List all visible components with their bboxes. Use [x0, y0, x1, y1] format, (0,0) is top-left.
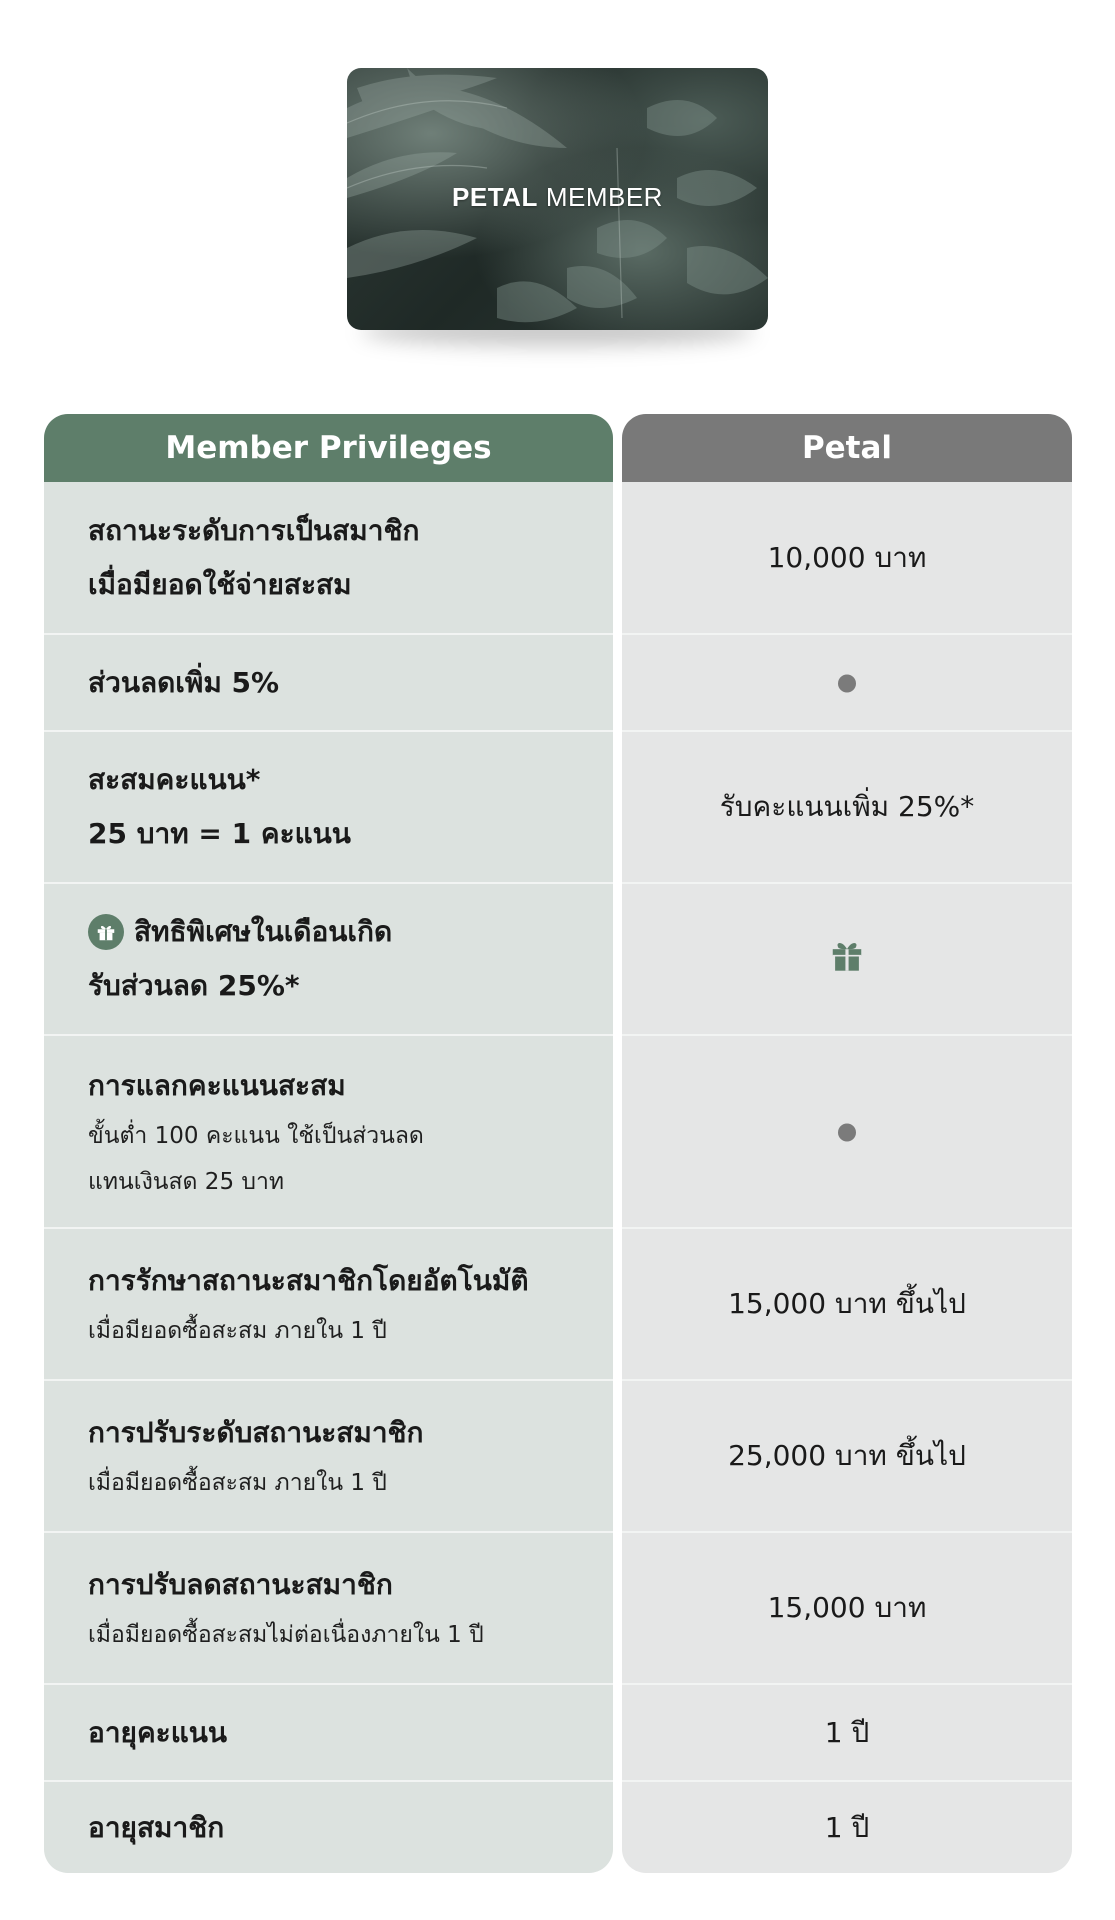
petal-tier-column: [622, 414, 1072, 1873]
tier-value: 15,000 บาท ขึ้นไป: [728, 1287, 966, 1320]
dot-icon: [838, 1123, 856, 1141]
privilege-title: การปรับระดับสถานะสมาชิก: [88, 1416, 424, 1449]
privilege-subtitle: เมื่อมียอดซื้อสะสม ภายใน 1 ปี: [88, 1470, 387, 1496]
tier-value: รับคะแนนเพิ่ม 25%*: [719, 790, 975, 823]
gift-icon: [88, 914, 124, 950]
table-cell-auto-retain: [622, 1229, 1072, 1381]
tier-value: 1 ปี: [824, 1810, 870, 1844]
table-row-points-expiry: [44, 1685, 613, 1782]
privilege-subtitle: เมื่อมียอดซื้อสะสมไม่ต่อเนื่องภายใน 1 ปี: [88, 1622, 484, 1648]
privilege-title: สะสมคะแนน* 25 บาท = 1 คะแนน: [88, 763, 351, 850]
membership-card: [347, 68, 768, 330]
table-cell-points-expiry: [622, 1685, 1072, 1782]
privilege-title: สถานะระดับการเป็นสมาชิก เมื่อมียอดใช้จ่ายสะสม: [88, 513, 420, 601]
table-row-discount: [44, 635, 613, 732]
table-row-birthday: [44, 884, 613, 1036]
table-cell-upgrade: [622, 1381, 1072, 1533]
card-tier: MEMBER: [545, 182, 663, 212]
table-row-auto-retain: [44, 1229, 613, 1381]
table-cell-redeem-points: [622, 1036, 1072, 1229]
tier-value: 1 ปี: [824, 1715, 870, 1749]
privilege-subtitle: ขั้นต่ำ 100 คะแนน ใช้เป็นส่วนลด แทนเงินสด 25 บาท: [88, 1122, 424, 1195]
tier-value: 15,000 บาท: [767, 1591, 927, 1624]
table-cell-birthday: [622, 884, 1072, 1036]
privilege-title: อายุสมาชิก: [88, 1810, 225, 1844]
card-face: [347, 68, 768, 330]
tier-header: Petal: [622, 414, 1072, 482]
card-brand: PETAL: [452, 182, 538, 212]
privileges-column: [44, 414, 613, 1873]
table-row-downgrade: [44, 1533, 613, 1685]
privilege-subtitle: เมื่อมียอดซื้อสะสม ภายใน 1 ปี: [88, 1318, 387, 1344]
table-row-membership-expiry: [44, 1782, 613, 1873]
dot-icon: [838, 674, 856, 692]
privilege-title: ส่วนลดเพิ่ม 5%: [88, 665, 280, 699]
privilege-title-line2: รับส่วนลด 25%*: [88, 969, 300, 1002]
table-row-redeem-points: [44, 1036, 613, 1229]
privilege-title: การปรับลดสถานะสมาชิก: [88, 1568, 393, 1601]
privilege-title: อายุคะแนน: [88, 1715, 228, 1749]
privileges-header: Member Privileges: [44, 414, 613, 482]
table-cell-status-tier: [622, 482, 1072, 635]
privilege-title: การแลกคะแนนสะสม: [88, 1068, 346, 1102]
table-cell-downgrade: [622, 1533, 1072, 1685]
gift-icon: [828, 937, 866, 982]
tier-value: 10,000 บาท: [767, 540, 927, 574]
tier-value: 25,000 บาท ขึ้นไป: [728, 1439, 966, 1472]
privilege-title: การรักษาสถานะสมาชิกโดยอัตโนมัติ: [88, 1264, 529, 1297]
table-cell-discount: [622, 635, 1072, 732]
table-row-upgrade: [44, 1381, 613, 1533]
table-row-status-tier: [44, 482, 613, 635]
privilege-title: สิทธิพิเศษในเดือนเกิด: [134, 915, 393, 948]
table-cell-points: [622, 732, 1072, 884]
card-title: [347, 182, 768, 213]
table-cell-membership-expiry: [622, 1782, 1072, 1873]
table-row-points: [44, 732, 613, 884]
privilege-title-line: [88, 905, 593, 959]
